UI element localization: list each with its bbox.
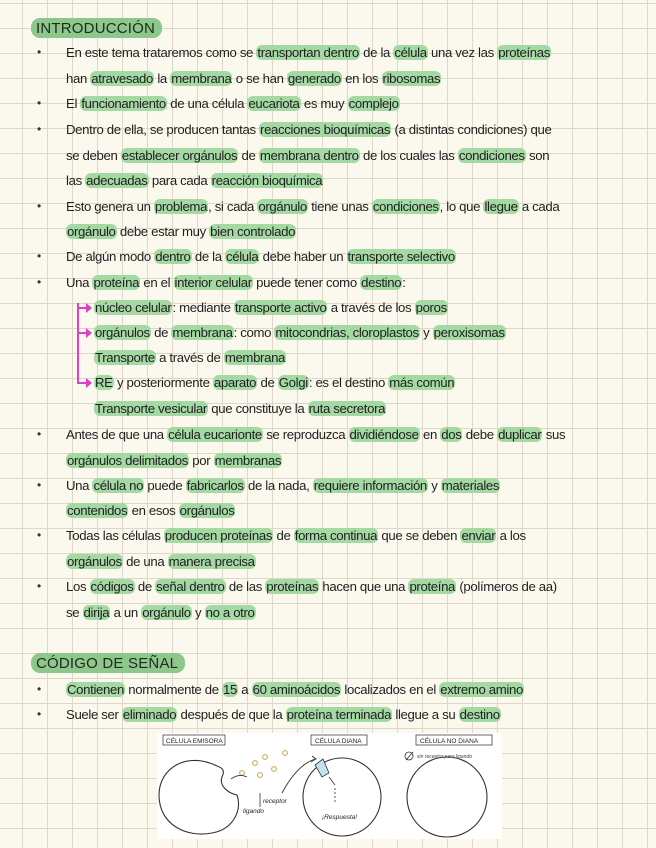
text-line xyxy=(66,172,323,189)
highlighted-term: establecer orgánulos xyxy=(121,148,238,163)
highlighted-term: condiciones xyxy=(458,148,525,163)
text-fragment: de xyxy=(150,325,172,340)
text-fragment: de una célula xyxy=(166,96,248,111)
text-line xyxy=(66,223,296,240)
bullet: • xyxy=(37,478,42,492)
text-fragment: en el xyxy=(140,275,174,290)
highlighted-term: RE xyxy=(95,375,113,390)
text-fragment: es muy xyxy=(300,96,348,111)
text-fragment: Dentro de ella, se producen tantas xyxy=(66,122,260,137)
text-line xyxy=(94,349,286,366)
text-line xyxy=(66,274,406,291)
highlighted-term: generado xyxy=(287,71,341,86)
bullet: • xyxy=(37,427,42,441)
highlighted-term: peroxisomas xyxy=(433,325,505,340)
text-fragment: a xyxy=(237,682,252,697)
text-fragment: : mediante xyxy=(172,300,234,315)
highlighted-term: dos xyxy=(441,427,462,442)
text-fragment: de una xyxy=(122,554,168,569)
highlighted-term: ruta secretora xyxy=(308,401,386,416)
highlighted-term: funcionamiento xyxy=(81,96,166,111)
highlighted-term: contenidos xyxy=(67,503,128,518)
bullet: • xyxy=(37,579,42,593)
highlighted-term: ribosomas xyxy=(382,71,441,86)
bullet: • xyxy=(37,528,42,542)
text-line xyxy=(66,248,456,265)
text-fragment: localizados en el xyxy=(341,682,440,697)
highlighted-term: condiciones xyxy=(372,199,439,214)
highlighted-term: mitocondrias, cloroplastos xyxy=(275,325,419,340)
highlighted-term: transporte selectivo xyxy=(347,249,455,264)
text-fragment: y xyxy=(427,478,441,493)
text-fragment: se xyxy=(66,605,83,620)
highlighted-term: requiere información xyxy=(313,478,427,493)
text-fragment: o se han xyxy=(232,71,287,86)
highlighted-term: célula xyxy=(394,45,427,60)
highlighted-term: duplicar xyxy=(498,427,542,442)
text-fragment: después de que la xyxy=(177,707,286,722)
text-fragment: las xyxy=(66,173,86,188)
highlighted-term: eucariota xyxy=(248,96,300,111)
highlighted-term: célula eucarionte xyxy=(168,427,262,442)
text-line xyxy=(66,477,500,494)
text-fragment: y xyxy=(191,605,205,620)
highlighted-term: reacción bioquímica xyxy=(211,173,323,188)
text-fragment: , si cada xyxy=(208,199,258,214)
text-fragment: En este tema trataremos como se xyxy=(66,45,257,60)
highlighted-term: destino xyxy=(361,275,402,290)
text-fragment: de los cuales las xyxy=(359,148,458,163)
text-fragment: que se deben xyxy=(378,528,461,543)
highlighted-term: dirija xyxy=(83,605,110,620)
text-fragment: sus xyxy=(542,427,566,442)
highlighted-term: membrana xyxy=(172,325,233,340)
highlighted-term: bien controlado xyxy=(210,224,296,239)
text-line xyxy=(66,121,551,138)
highlighted-term: orgánulos xyxy=(67,554,122,569)
highlighted-term: Transporte vesicular xyxy=(95,401,207,416)
highlighted-term: proteína terminada xyxy=(286,707,392,722)
highlighted-term: enviar xyxy=(461,528,496,543)
bullet: • xyxy=(37,249,42,263)
text-fragment: una vez las xyxy=(427,45,498,60)
text-fragment: (polímeros de aa) xyxy=(456,579,557,594)
highlighted-term: más común xyxy=(389,375,455,390)
bullet: • xyxy=(37,682,42,696)
highlighted-term: membrana xyxy=(224,350,286,365)
text-fragment: Una xyxy=(66,275,93,290)
text-fragment: , lo que xyxy=(439,199,484,214)
text-line xyxy=(66,70,441,87)
highlighted-term: adecuadas xyxy=(86,173,148,188)
text-fragment: de la xyxy=(191,249,225,264)
highlighted-term: proteína xyxy=(93,275,140,290)
text-fragment: la xyxy=(154,71,171,86)
text-fragment: puede tener como xyxy=(252,275,361,290)
highlighted-term: transportan dentro xyxy=(257,45,359,60)
highlighted-term: manera precisa xyxy=(168,554,255,569)
text-fragment: en esos xyxy=(128,503,179,518)
highlighted-term: membranas xyxy=(214,453,282,468)
text-line xyxy=(66,681,524,698)
highlighted-term: transporte activo xyxy=(234,300,327,315)
highlighted-term: forma continua xyxy=(294,528,378,543)
text-fragment: : como xyxy=(233,325,275,340)
bullet: • xyxy=(37,122,42,136)
highlighted-term: 15 xyxy=(223,682,237,697)
highlighted-term: eliminado xyxy=(122,707,177,722)
highlighted-term: problema xyxy=(154,199,208,214)
text-fragment: tiene unas xyxy=(307,199,372,214)
text-line xyxy=(94,374,455,391)
text-fragment: se deben xyxy=(66,148,121,163)
section-introduccion-title: INTRODUCCIÓN xyxy=(31,18,162,38)
text-fragment: y posteriormente xyxy=(113,375,213,390)
highlighted-term: proteína xyxy=(409,579,456,594)
text-fragment: De algún modo xyxy=(66,249,155,264)
text-line xyxy=(66,527,526,544)
text-fragment: de xyxy=(257,375,278,390)
text-fragment: Los xyxy=(66,579,90,594)
highlighted-term: interior celular xyxy=(174,275,252,290)
text-fragment: a un xyxy=(110,605,142,620)
text-line xyxy=(66,553,256,570)
text-fragment: de la nada, xyxy=(244,478,313,493)
text-line xyxy=(94,324,506,341)
text-line xyxy=(66,578,557,595)
cell-signaling-diagram xyxy=(157,733,502,839)
text-fragment: : xyxy=(402,275,406,290)
bullet: • xyxy=(37,96,42,110)
highlighted-term: 60 aminoácidos xyxy=(252,682,341,697)
text-fragment: debe estar muy xyxy=(116,224,210,239)
highlighted-term: proteínas xyxy=(266,579,319,594)
highlighted-term: producen proteínas xyxy=(164,528,273,543)
highlighted-term: dividiéndose xyxy=(349,427,419,442)
text-fragment: de xyxy=(273,528,294,543)
text-fragment: debe xyxy=(462,427,498,442)
highlighted-term: materiales xyxy=(441,478,500,493)
bullet: • xyxy=(37,199,42,213)
highlighted-term: membrana dentro xyxy=(259,148,359,163)
bullet: • xyxy=(37,275,42,289)
text-line xyxy=(66,95,400,112)
highlighted-term: poros xyxy=(415,300,447,315)
text-fragment: en xyxy=(419,427,441,442)
text-fragment: (a distintas condiciones) que xyxy=(391,122,552,137)
text-fragment: y xyxy=(419,325,433,340)
text-fragment: hacen que una xyxy=(319,579,409,594)
label-ligando: ligando xyxy=(243,808,264,815)
text-line xyxy=(66,604,256,621)
label-sin-receptor: sin receptor para ligando xyxy=(417,754,473,760)
highlighted-term: Golgi xyxy=(278,375,308,390)
text-fragment: a través de los xyxy=(327,300,415,315)
text-fragment: para cada xyxy=(148,173,211,188)
highlighted-term: proteínas xyxy=(498,45,551,60)
text-fragment: se reproduzca xyxy=(262,427,349,442)
label-receptor: receptor xyxy=(263,798,287,805)
text-fragment: de la xyxy=(359,45,394,60)
highlighted-term: extremo amino xyxy=(440,682,523,697)
text-fragment: de las xyxy=(225,579,266,594)
highlighted-term: orgánulos delimitados xyxy=(67,453,188,468)
highlighted-term: membrana xyxy=(171,71,232,86)
highlighted-term: célula xyxy=(226,249,259,264)
text-line xyxy=(66,426,565,443)
label-respuesta: ¡Respuesta! xyxy=(322,814,358,821)
text-fragment: puede xyxy=(144,478,186,493)
text-fragment: de xyxy=(238,148,259,163)
text-fragment: Una xyxy=(66,478,93,493)
text-fragment: El xyxy=(66,96,81,111)
highlighted-term: orgánulo xyxy=(67,224,116,239)
highlighted-term: núcleo celular xyxy=(95,300,172,315)
text-fragment: : es el destino xyxy=(308,375,389,390)
text-fragment: normalmente de xyxy=(124,682,223,697)
highlighted-term: dentro xyxy=(155,249,191,264)
bullet: • xyxy=(37,707,42,721)
text-fragment: en los xyxy=(341,71,382,86)
highlighted-term: atravesado xyxy=(91,71,154,86)
text-line xyxy=(94,299,448,316)
text-fragment: debe haber un xyxy=(259,249,347,264)
text-line xyxy=(66,452,282,469)
section-codigo-senal-title: CÓDIGO DE SEÑAL xyxy=(31,653,185,673)
text-fragment: de xyxy=(134,579,156,594)
highlighted-term: Contienen xyxy=(67,682,124,697)
highlighted-term: no a otro xyxy=(205,605,255,620)
highlighted-term: llegue xyxy=(484,199,518,214)
highlighted-term: señal dentro xyxy=(156,579,225,594)
label-celula-emisora: CÉLULA EMISORA xyxy=(166,738,223,745)
highlighted-term: aparato xyxy=(213,375,257,390)
text-line xyxy=(66,44,551,61)
text-fragment: Suele ser xyxy=(66,707,122,722)
text-line xyxy=(66,502,235,519)
highlighted-term: reacciones bioquímicas xyxy=(260,122,391,137)
highlighted-term: orgánulos xyxy=(179,503,235,518)
highlighted-term: orgánulos xyxy=(95,325,150,340)
highlighted-term: complejo xyxy=(348,96,399,111)
text-line xyxy=(66,147,549,164)
highlighted-term: códigos xyxy=(90,579,134,594)
text-fragment: Antes de que una xyxy=(66,427,168,442)
text-fragment: que constituye la xyxy=(207,401,308,416)
text-fragment: Todas las células xyxy=(66,528,164,543)
highlighted-term: orgánulo xyxy=(142,605,191,620)
text-fragment: Esto genera un xyxy=(66,199,154,214)
text-line xyxy=(66,198,559,215)
text-fragment: son xyxy=(525,148,550,163)
text-fragment: a cada xyxy=(518,199,560,214)
highlighted-term: Transporte xyxy=(95,350,155,365)
text-line xyxy=(94,400,386,417)
highlighted-term: célula no xyxy=(93,478,144,493)
highlighted-term: orgánulo xyxy=(258,199,307,214)
text-fragment: llegue a su xyxy=(392,707,459,722)
text-fragment: a los xyxy=(496,528,526,543)
label-celula-no-diana: CÉLULA NO DIANA xyxy=(420,738,479,745)
text-fragment: por xyxy=(188,453,214,468)
highlighted-term: fabricarlos xyxy=(186,478,244,493)
highlighted-term: destino xyxy=(459,707,500,722)
bullet: • xyxy=(37,45,42,59)
text-fragment: a través de xyxy=(155,350,224,365)
text-fragment: han xyxy=(66,71,91,86)
text-line xyxy=(66,706,501,723)
label-celula-diana: CÉLULA DIANA xyxy=(315,738,362,745)
